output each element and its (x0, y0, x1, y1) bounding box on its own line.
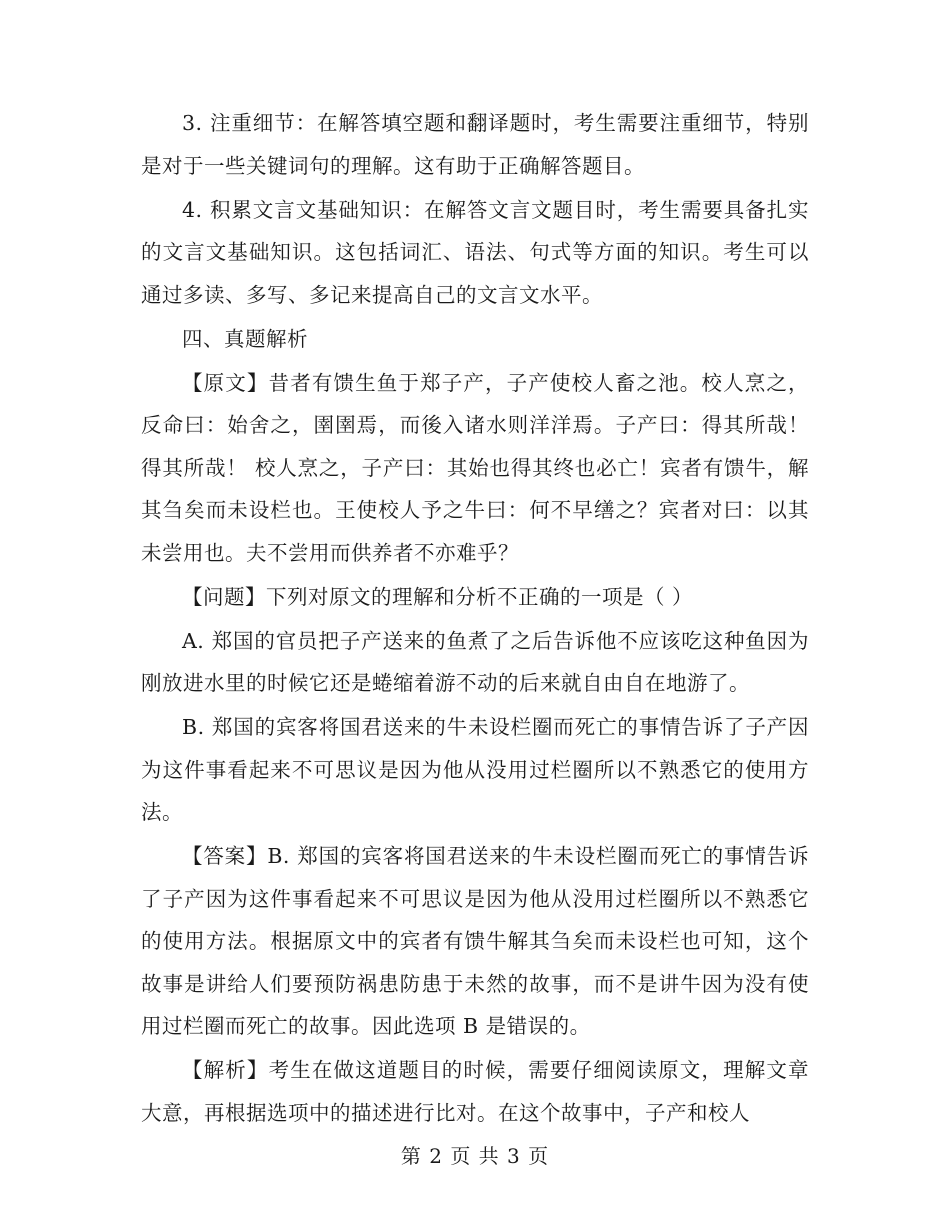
paragraph-option-a: A. 郑国的官员把子产送来的鱼煮了之后告诉他不应该吃这种鱼因为刚放进水里的时候它还是蜷缩着游不动的后来就自由自在地游了。 (141, 628, 809, 695)
section-heading: 四、真题解析 (182, 326, 308, 351)
paragraph-question: 【问题】下列对原文的理解和分析不正确的一项是（ ） (182, 584, 694, 609)
paragraph-tip-3: 3. 注重细节：在解答填空题和翻译题时，考生需要注重细节，特别是对于一些关键词句的理解。这有助于正确解答题目。 (141, 111, 809, 178)
paragraph-option-b: B. 郑国的宾客将国君送来的牛未设栏圈而死亡的事情告诉了子产因为这件事看起来不可思议是因为他从没用过栏圈所以不熟悉它的使用方法。 (141, 715, 809, 824)
paragraph-original-text: 【原文】昔者有馈生鱼于郑子产，子产使校人畜之池。校人烹之，反命曰：始舍之，圉圉焉，而後入诸水则洋洋焉。子产曰：得其所哉！得其所哉！ 校人烹之，子产曰：其始也得其终也必亡！宾者有馈牛，解其刍矣而未设栏也。王使校人予之牛曰：何不早缮之？宾者对曰：以其未尝用也。夫不尝用而供养者不亦难乎？ (141, 370, 809, 565)
page-footer: 第 2 页 共 3 页 (400, 1144, 550, 1168)
paragraph-tip-4: 4. 积累文言文基础知识：在解答文言文题目时，考生需要具备扎实的文言文基础知识。这包括词汇、语法、句式等方面的知识。考生可以通过多读、多写、多记来提高自己的文言文水平。 (141, 197, 809, 307)
paragraph-answer: 【答案】B. 郑国的宾客将国君送来的牛未设栏圈而死亡的事情告诉了子产因为这件事看起来不可思议是因为他从没用过栏圈所以不熟悉它的使用方法。根据原文中的宾者有馈牛解其刍矣而未设栏也可知，这个故事是讲给人们要预防祸患防患于未然的故事，而不是讲牛因为没有使用过栏圈而死亡的故事。因此选项 B 是错误的。 (141, 844, 809, 1038)
page-content (141, 102, 809, 1136)
paragraph-analysis: 【解析】考生在做这道题目的时候，需要仔细阅读原文，理解文章大意，再根据选项中的描述进行比对。在这个故事中，子产和校人 (141, 1058, 809, 1125)
